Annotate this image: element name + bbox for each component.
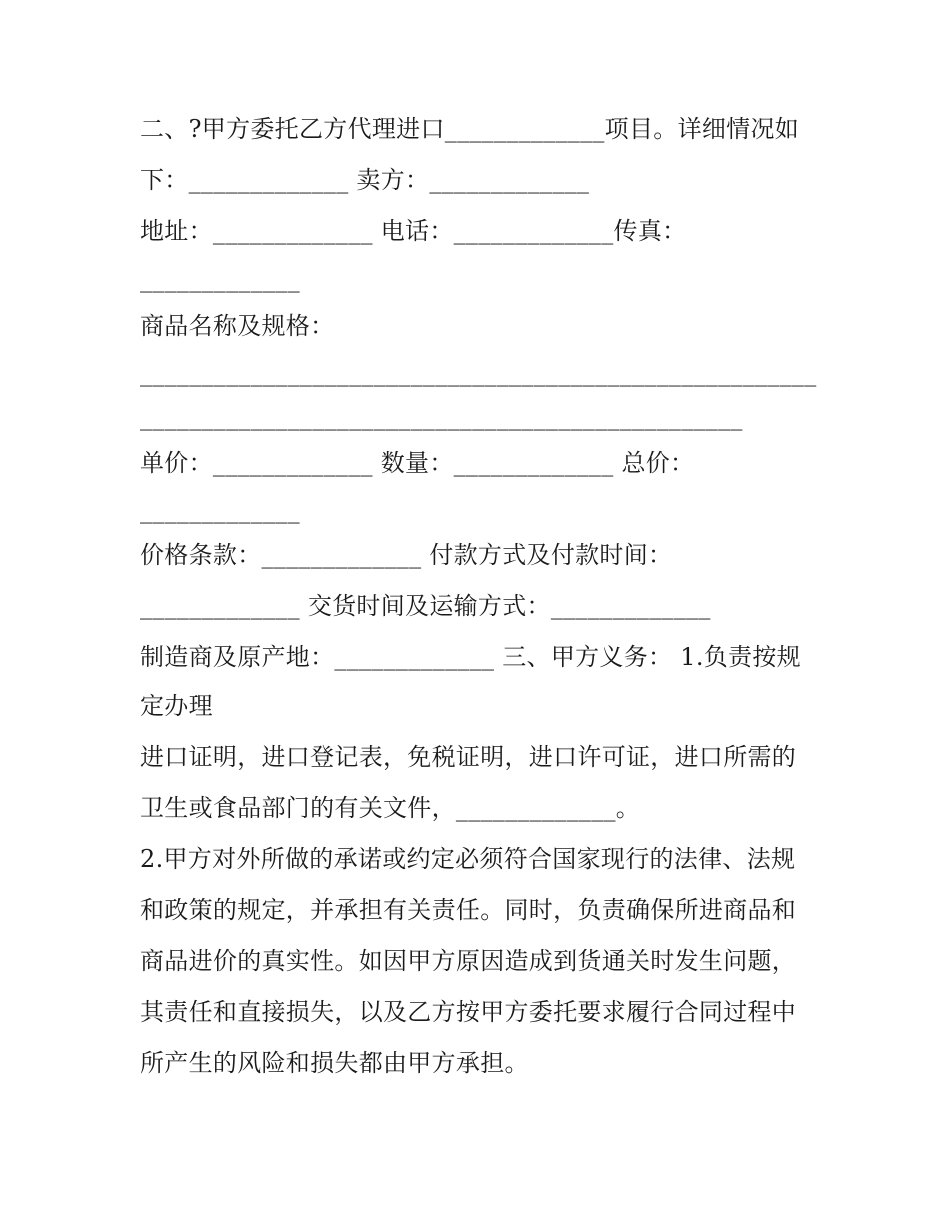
- address-phone-fax-line: 地址：_____________ 电话：_____________传真：: [140, 217, 687, 245]
- fax-blank-line: _____________: [140, 265, 300, 293]
- product-spec-blank-line-2: _________________________________________________: [140, 403, 743, 431]
- total-blank-line: _____________: [140, 496, 300, 524]
- import-documents-line: 进口证明，进口登记表，免税证明，进口许可证，进口所需的: [140, 743, 797, 771]
- price-quantity-total-line: 单价：_____________ 数量：_____________ 总价：: [140, 449, 695, 477]
- clause-2-line-1: 2.甲方对外所做的承诺或约定必须符合国家现行的法律、法规: [140, 845, 796, 873]
- clause-2-line-3: 商品进价的真实性。如因甲方原因造成到货通关时发生问题，: [140, 947, 797, 975]
- delivery-transport-line: _____________ 交货时间及运输方式：_____________: [140, 592, 711, 620]
- seller-line: 下：_____________ 卖方：_____________: [140, 166, 590, 194]
- health-documents-line: 卫生或食品部门的有关文件，_____________。: [140, 794, 641, 822]
- price-terms-payment-line: 价格条款：_____________ 付款方式及付款时间：: [140, 541, 673, 569]
- clause-2-line-2: 和政策的规定，并承担有关责任。同时，负责确保所进商品和: [140, 896, 797, 924]
- duty-handle-line: 定办理: [140, 692, 213, 720]
- clause-2-line-5: 所产生的风险和损失都由甲方承担。: [140, 1049, 529, 1077]
- product-spec-blank-line-1: _______________________________________________________: [140, 359, 817, 387]
- clause-2-line-4: 其责任和直接损失，以及乙方按甲方委托要求履行合同过程中: [140, 998, 797, 1026]
- manufacturer-origin-line: 制造商及原产地：_____________ 三、甲方义务： 1.负责按规: [140, 643, 801, 671]
- product-name-label: 商品名称及规格：: [140, 312, 335, 340]
- clause-2-intro-line: 二、?甲方委托乙方代理进口_____________项目。详细情况如: [140, 115, 800, 143]
